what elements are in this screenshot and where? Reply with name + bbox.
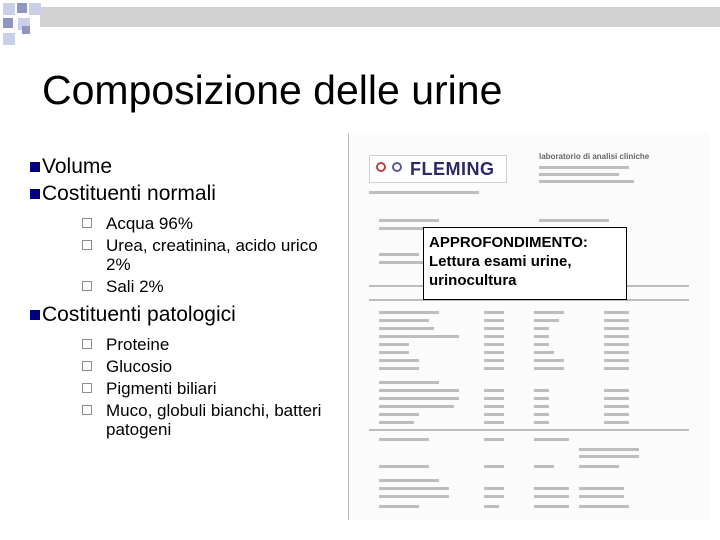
hollow-square-icon (82, 339, 92, 349)
callout-line: APPROFONDIMENTO: (429, 234, 588, 251)
hollow-square-icon (82, 405, 92, 415)
sub-bullet-label: Sali 2% (106, 277, 164, 296)
sub-bullet (30, 236, 328, 274)
hollow-square-icon (82, 240, 92, 250)
decor-square (3, 18, 13, 28)
bullet-label: Costituenti patologici (42, 303, 236, 326)
sub-bullet-label: Pigmenti biliari (106, 379, 217, 398)
report-scan-texture (369, 166, 689, 508)
hollow-square-icon (82, 281, 92, 291)
bullet-label: Volume (42, 155, 113, 178)
lab-heading-text: laboratorio di analisi cliniche (539, 152, 650, 161)
callout-line: Lettura esami urine, (429, 253, 572, 270)
sub-bullet (30, 214, 328, 233)
sub-bullet (30, 379, 328, 398)
navy-square-icon (30, 310, 40, 320)
decor-square (29, 3, 41, 15)
page-title: Composizione delle urine (42, 67, 503, 113)
lab-brand: FLEMING (410, 159, 495, 179)
sub-bullet-label: Acqua 96% (106, 214, 193, 233)
hollow-square-icon (82, 218, 92, 228)
sub-bullet-label: Urea, creatinina, acido urico 2% (106, 236, 318, 274)
callout-line: urinocultura (429, 272, 517, 289)
bullet-pathological-constituents (30, 302, 330, 327)
hollow-square-icon (82, 361, 92, 371)
sub-bullet-label: Muco, globuli bianchi, batteri patogeni (106, 401, 322, 439)
decor-square (3, 33, 15, 45)
decor-square (3, 3, 15, 15)
sub-bullet-label: Glucosio (106, 357, 173, 376)
bullet-label: Costituenti normali (42, 182, 216, 205)
sub-bullet (30, 401, 328, 439)
lab-report-image (348, 133, 709, 520)
sub-bullet (30, 335, 328, 354)
bullet-volume (30, 154, 330, 179)
report-text-lines (349, 133, 709, 520)
decor-square (22, 26, 30, 34)
bullet-normal-constituents (30, 181, 330, 206)
sub-bullet (30, 277, 328, 296)
header-rule (40, 7, 720, 27)
decor-square (17, 3, 27, 13)
hollow-square-icon (82, 383, 92, 393)
sub-bullet (30, 357, 328, 376)
sub-bullet-label: Proteine (106, 335, 170, 354)
navy-square-icon (30, 162, 40, 172)
navy-square-icon (30, 189, 40, 199)
callout-box (423, 227, 627, 300)
slide-outline (30, 154, 330, 439)
